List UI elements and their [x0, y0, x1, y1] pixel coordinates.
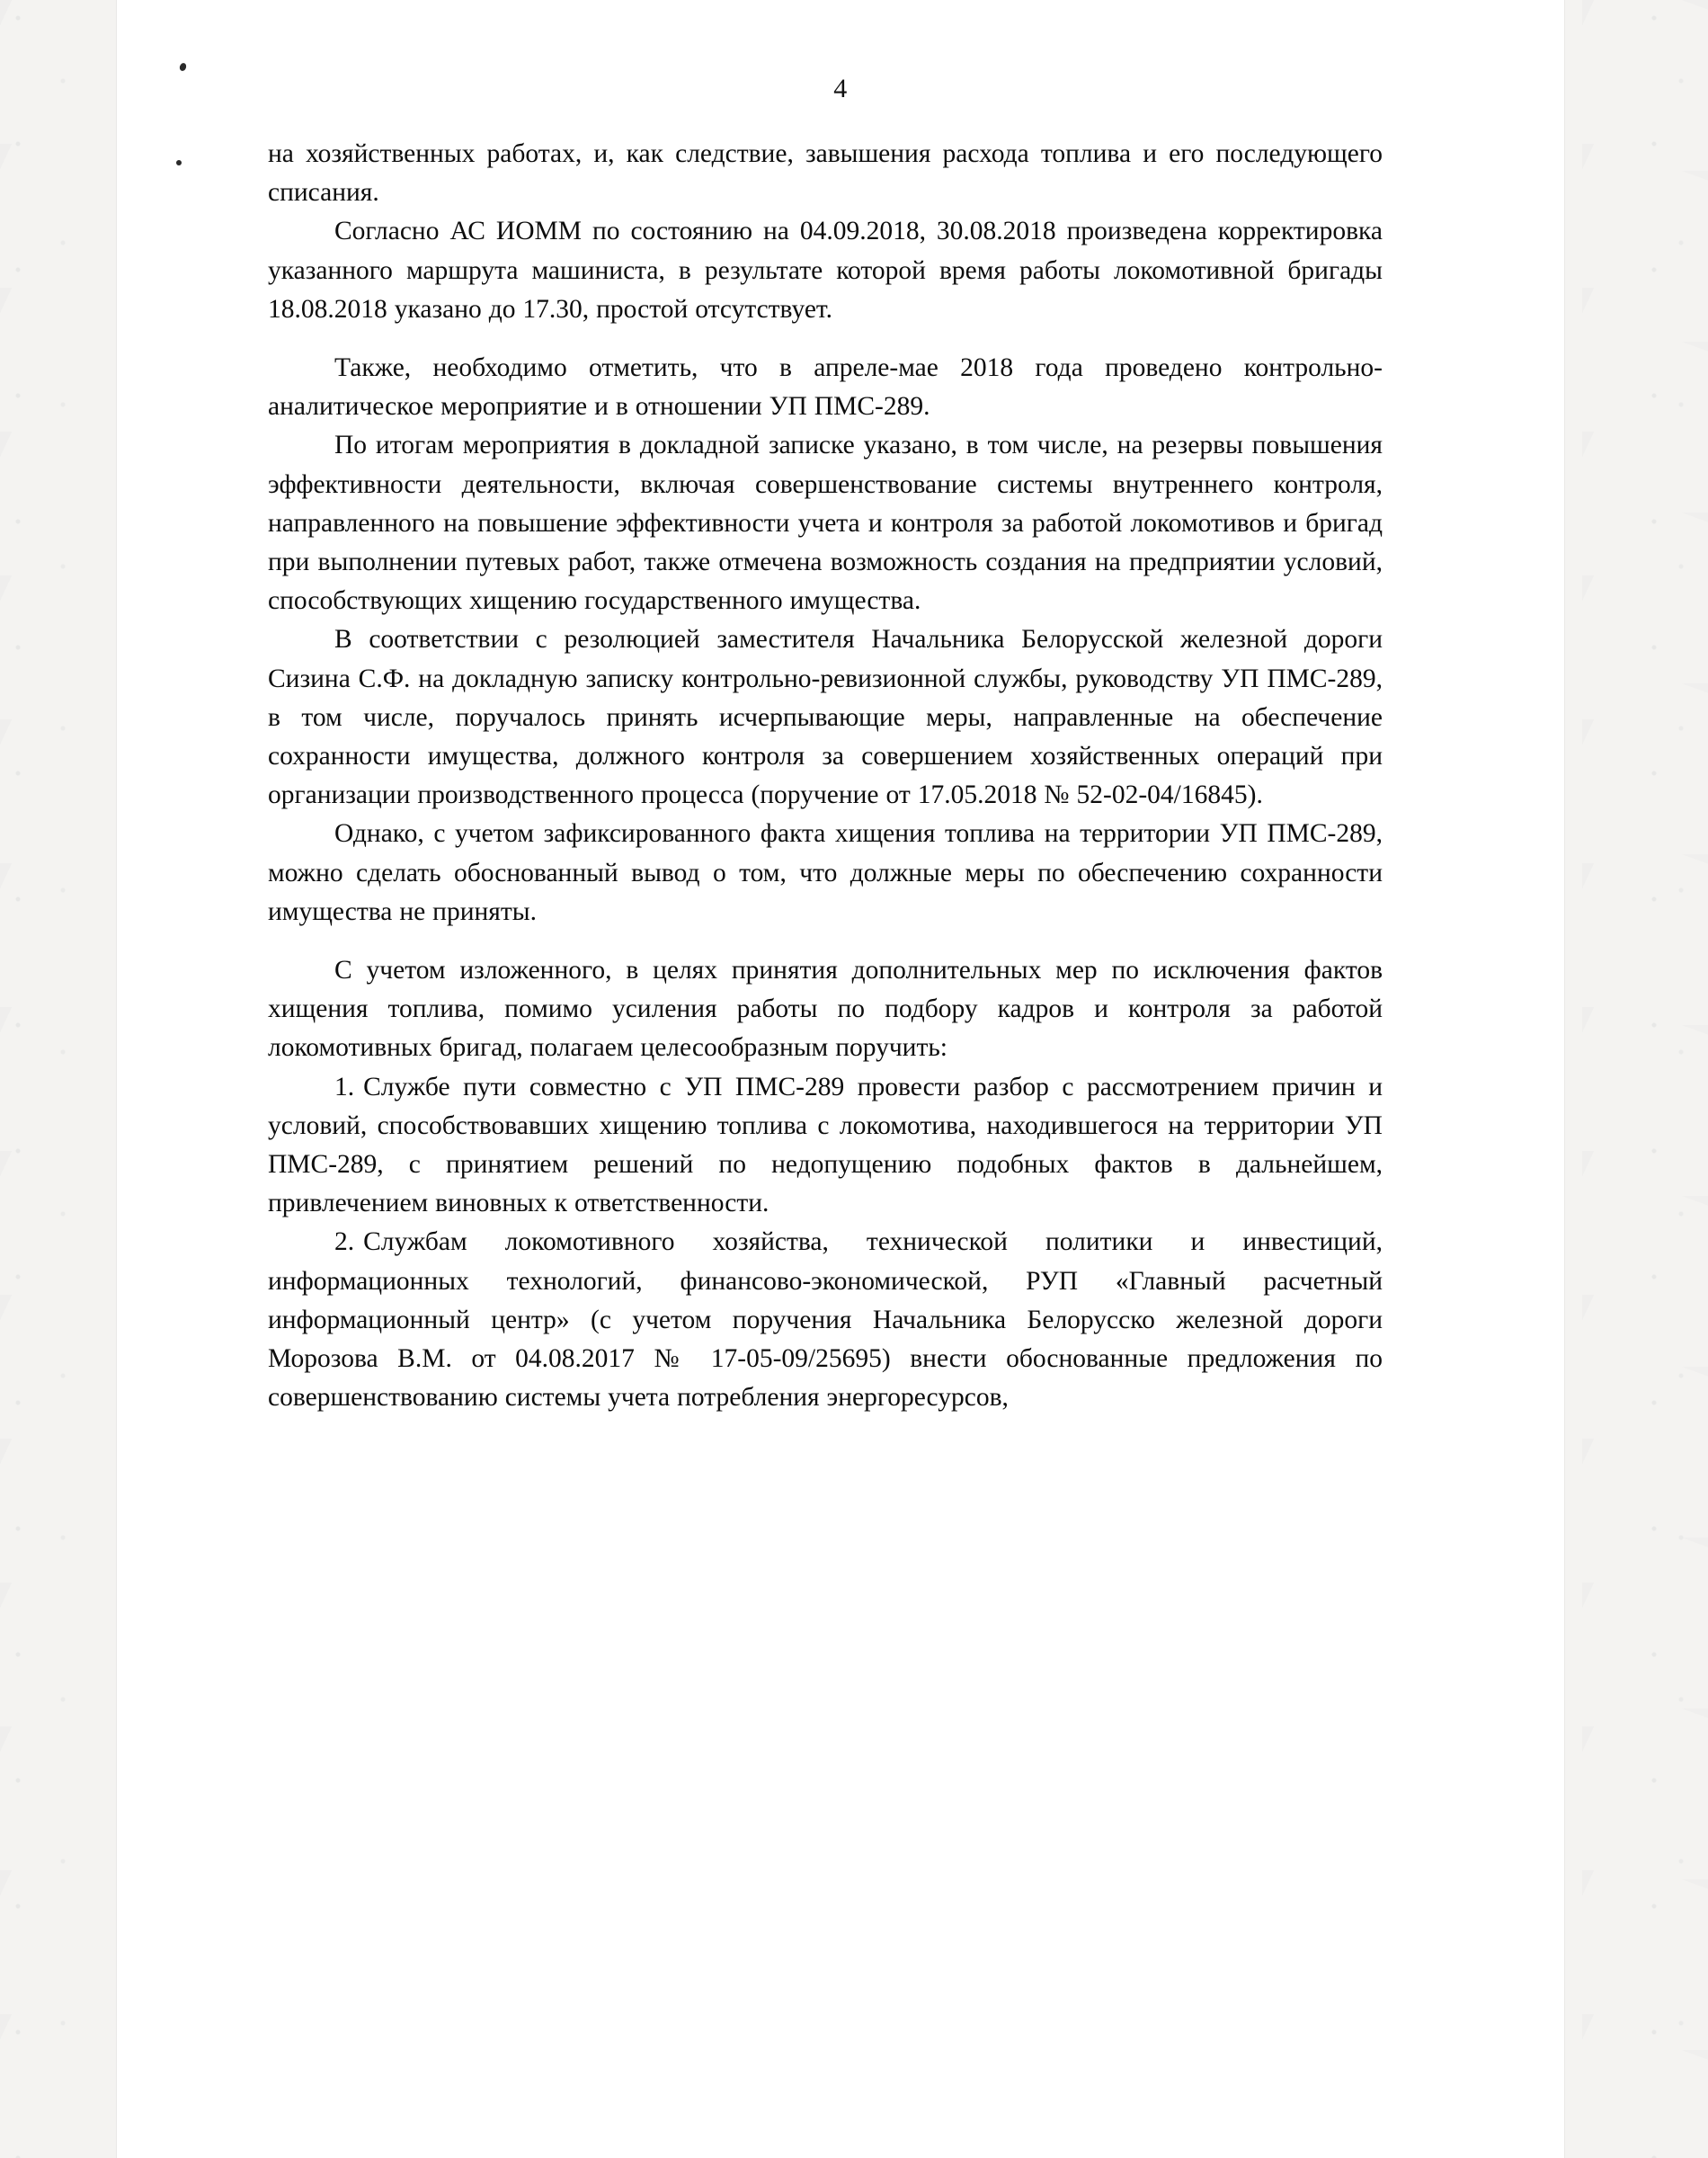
numbered-item-2-number: 2.	[334, 1227, 355, 1257]
paragraph-1: на хозяйственных работах, и, как следствие, завышения расхода топлива и его последующего списания.	[268, 139, 1383, 208]
paragraph-3: Также, необходимо отметить, что в апреле-мае 2018 года проведено контрольно-аналитическое мероприятие и в отношении УП ПМС-289.	[268, 353, 1383, 422]
scan-speck-icon	[179, 62, 188, 72]
numbered-item-1	[268, 1068, 1383, 1224]
numbered-item-1-number: 1.	[334, 1072, 355, 1101]
paragraph-4: По итогам мероприятия в докладной записке указано, в том числе, на резервы повышения эффективности деятельности, включая совершенствование системы внутреннего контроля, направленного на повышение эффективности учета и контроля за работой локомотивов и бригад при выполнении путевых работ, также отмечена возможность создания на предприятии условий, способствующих хищению государственного имущества.	[268, 431, 1383, 616]
paragraph-7: С учетом изложенного, в целях принятия дополнительных мер по исключения фактов хищения топлива, помимо усиления работы по подбору кадров и контроля за работой локомотивных бригад, полагаем целесообразным поручить:	[268, 956, 1383, 1063]
numbered-item-2	[268, 1223, 1383, 1417]
document-page	[117, 0, 1564, 2158]
paragraph-5: В соответствии с резолюцией заместителя Начальника Белорусской железной дороги Сизина С.Ф. на докладную записку контрольно-ревизионной службы, руководству УП ПМС-289, в том числе, поручалось принять исчерпывающие меры, направленные на обеспечение сохранности имущества, должного контроля за совершением хозяйственных операций при организации производственного процесса (поручение от 17.05.2018 № 52-02-04/16845).	[268, 625, 1383, 810]
numbered-item-2-text: Службам локомотивного хозяйства, технической политики и инвестиций, информационных технологий, финансово-экономической, РУП «Главный расчетный информационный центр» (с учетом поручения Начальника Белорусско железной дороги Морозова В.М. от 04.08.2017 № 17-05-09/25695) внести обоснованные предложения по совершенствованию системы учета потребления энергоресурсов,	[268, 1227, 1383, 1413]
scan-speck-icon	[176, 160, 182, 165]
paragraph-6: Однако, с учетом зафиксированного факта хищения топлива на территории УП ПМС-289, можно сделать обоснованный вывод о том, что должные меры по обеспечению сохранности имущества не приняты.	[268, 819, 1383, 926]
document-body	[268, 135, 1383, 1418]
page-number: 4	[833, 74, 848, 103]
numbered-item-1-text: Службе пути совместно с УП ПМС-289 провести разбор с рассмотрением причин и условий, способствовавших хищению топлива с локомотива, находившегося на территории УП ПМС-289, с принятием решений по недопущению подобных фактов в дальнейшем, привлечением виновных к ответственности.	[268, 1072, 1383, 1218]
paragraph-2: Согласно АС ИОММ по состоянию на 04.09.2018, 30.08.2018 произведена корректировка указанного маршрута машиниста, в результате которой время работы локомотивной бригады 18.08.2018 указано до 17.30, простой отсутствует.	[268, 217, 1383, 324]
